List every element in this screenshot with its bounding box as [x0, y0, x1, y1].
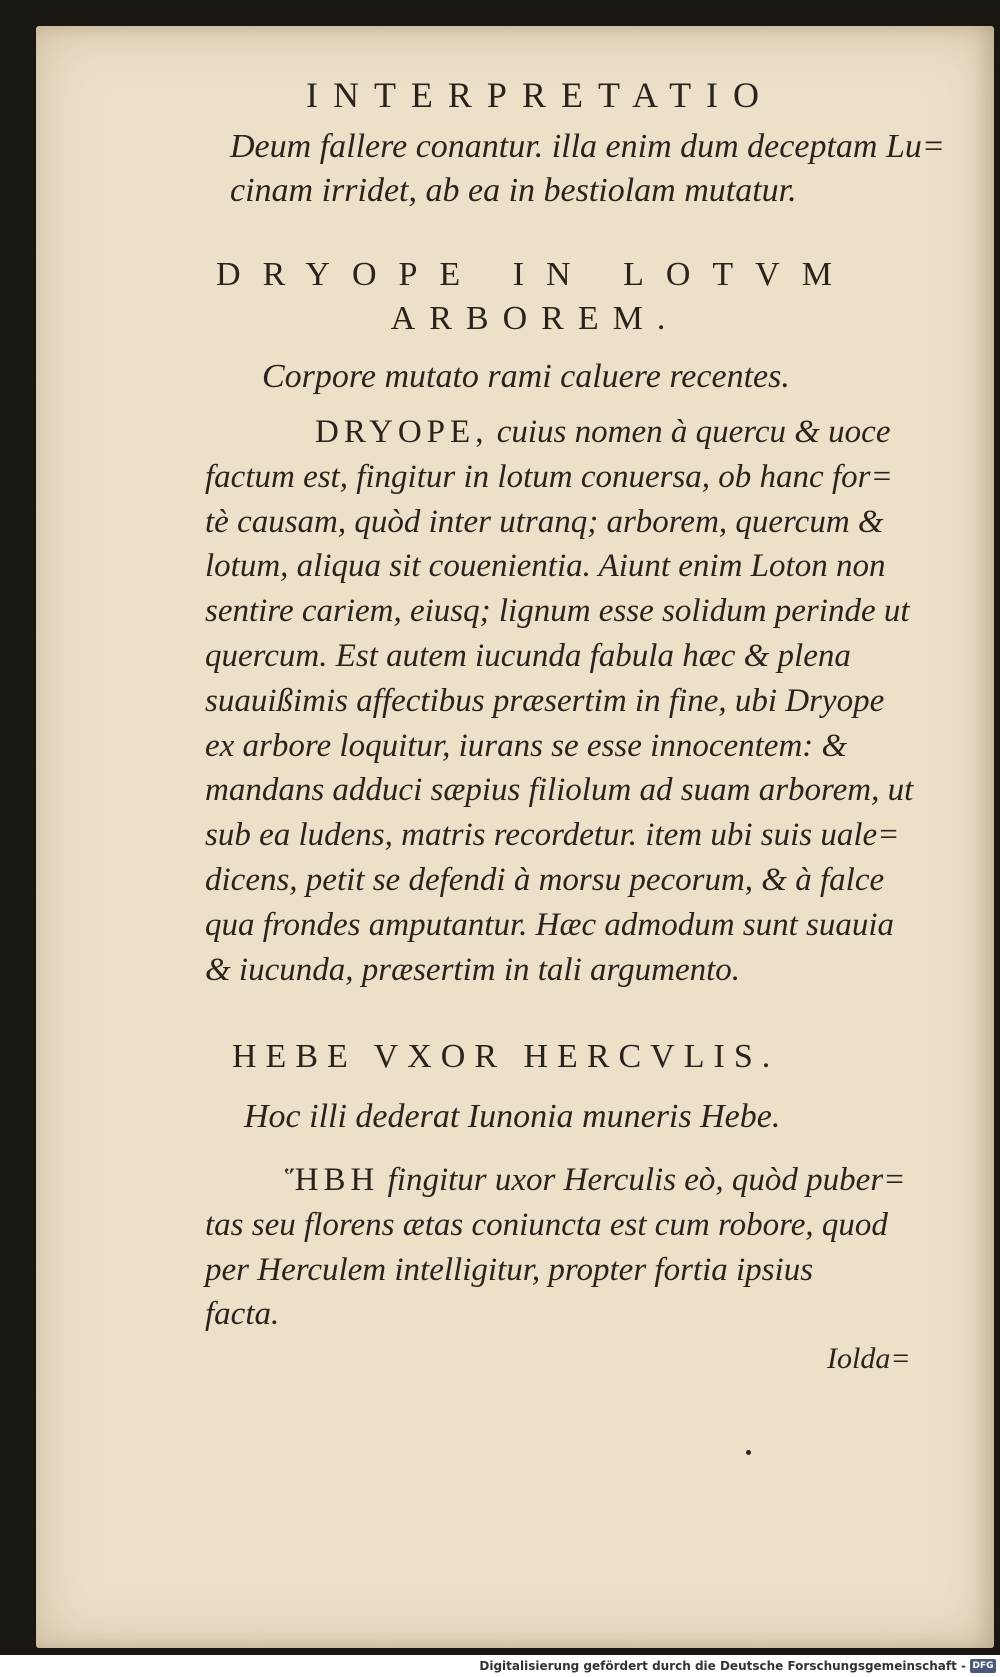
text-line: tas seu florens ætas coniuncta est cum robore, quod	[205, 1206, 888, 1243]
lead-word-dryope: DRYOPE,	[315, 414, 489, 450]
text-line: qua frondes amputantur. Hæc admodum sunt suauia	[205, 906, 895, 943]
running-head: INTERPRETATIO	[305, 75, 775, 115]
text-line: ex arbore loquitur, iurans se esse innocentem: &	[205, 727, 848, 764]
text-line: DRYOPE, cuius nomen à quercu & uoce	[315, 414, 891, 450]
text-line: suauißimis affectibus præsertim in fine, ubi Dryope	[205, 682, 885, 719]
text-line: lotum, aliqua sit couenientia. Aiunt enim Loton non	[205, 548, 886, 585]
text-line: per Herculem intelligitur, propter fortia ipsius	[205, 1251, 814, 1288]
verse-dryope: Corpore mutato rami caluere recentes.	[262, 358, 790, 395]
paragraph-hebe	[205, 1158, 910, 1337]
text-line: factum est, fingitur in lotum conuersa, ob hanc for=	[205, 458, 893, 495]
text-line: sentire cariem, eiusq; lignum esse solidum perinde ut	[205, 593, 910, 630]
catchword: Iolda=	[827, 1342, 911, 1375]
text-line: mandans adduci sæpius filiolum ad suam arborem, ut	[205, 772, 914, 809]
ink-speck	[746, 1450, 751, 1455]
intro-line-1: Deum fallere conantur. illa enim dum deceptam Lu=	[230, 128, 945, 165]
text-line: & iucunda, præsertim in tali argumento.	[205, 951, 741, 988]
paragraph-dryope	[205, 410, 914, 992]
dfg-logo: DFG	[970, 1659, 996, 1673]
text-line: facta.	[205, 1296, 280, 1333]
section-title-hebe: HEBE VXOR HERCVLIS.	[232, 1038, 780, 1075]
text-line: tè causam, quòd inter utranq; arborem, quercum &	[205, 503, 884, 540]
section-title-dryope: DRYOPE IN LOTVM	[216, 256, 854, 293]
text-line: dicens, petit se defendi à morsu pecorum, & à falce	[205, 861, 885, 898]
text-line: quercum. Est autem iucunda fabula hæc & plena	[205, 637, 851, 674]
digitization-credit: Digitalisierung gefördert durch die Deutsche Forschungsgemeinschaft -	[0, 1655, 1000, 1677]
text-line: sub ea ludens, matris recordetur. item ubi suis uale=	[205, 817, 900, 854]
intro-line-2: cinam irridet, ab ea in bestiolam mutatur.	[230, 172, 797, 209]
section-title-dryope-line2: ARBOREM.	[390, 300, 680, 337]
lead-word-hebe: ἭΒΗ	[285, 1162, 380, 1198]
text-line: ἭΒΗ fingitur uxor Herculis eò, quòd puber=	[285, 1162, 906, 1198]
verse-hebe: Hoc illi dederat Iunonia muneris Hebe.	[244, 1098, 781, 1135]
